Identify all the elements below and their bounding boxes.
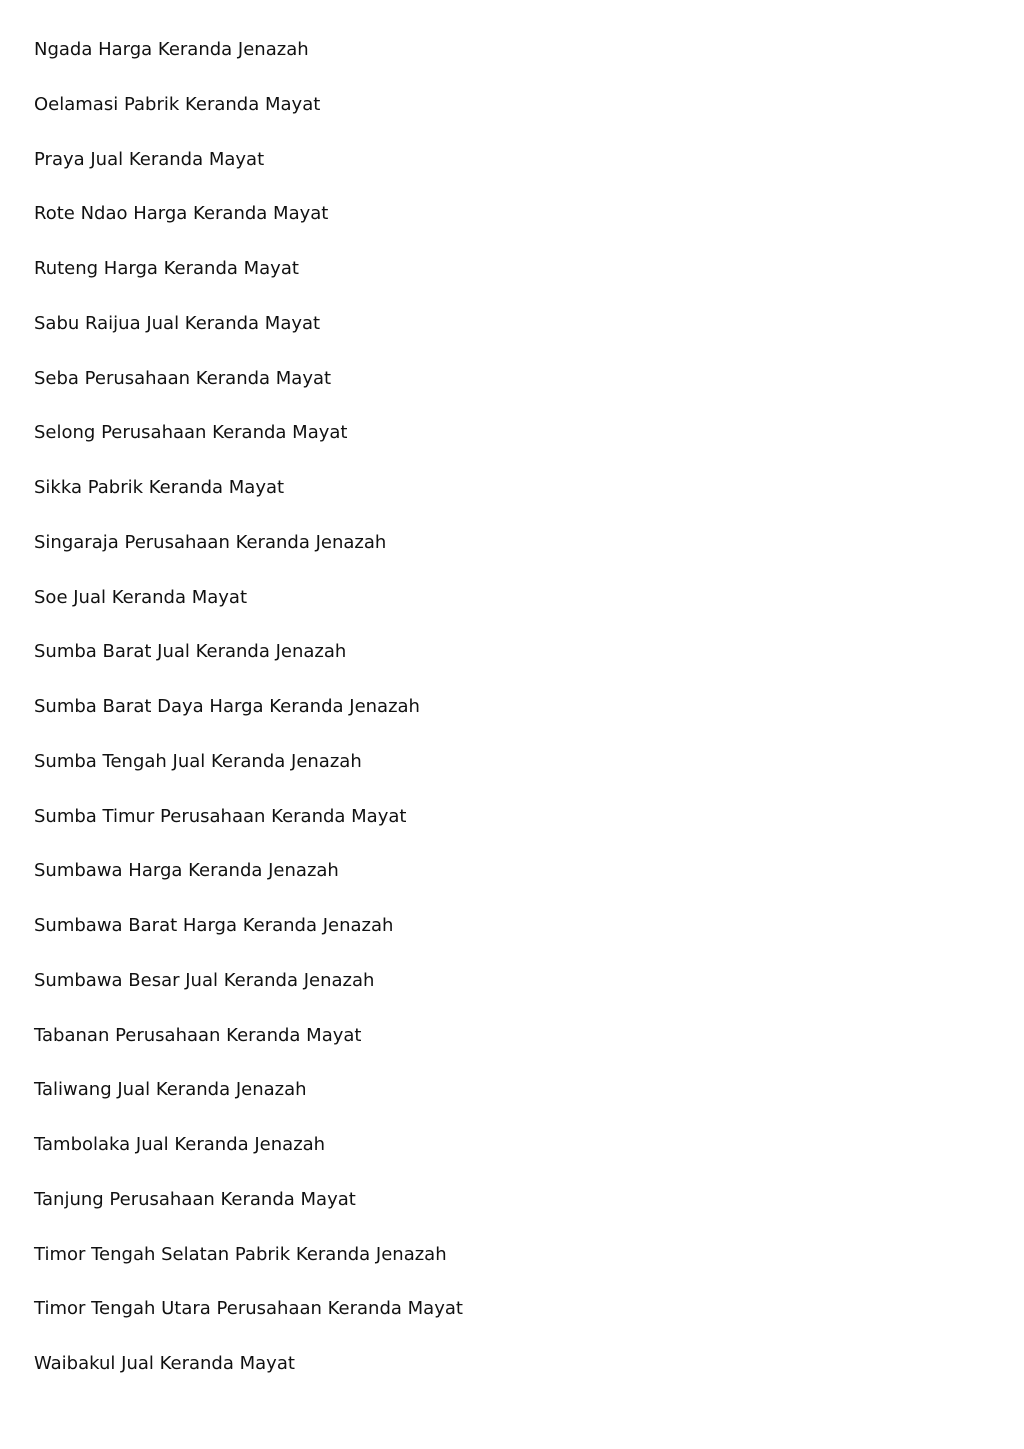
list-item: Sumbawa Barat Harga Keranda Jenazah [34, 915, 394, 936]
list-item: Sabu Raijua Jual Keranda Mayat [34, 312, 321, 334]
list-item: Timor Tengah Utara Perusahaan Keranda Mayat [34, 1298, 463, 1320]
list-item: Sumba Timur Perusahaan Keranda Mayat [34, 805, 407, 827]
list-item: Seba Perusahaan Keranda Mayat [34, 367, 332, 389]
list-item: Sumbawa Harga Keranda Jenazah [34, 860, 339, 882]
list-item: Praya Jual Keranda Mayat [34, 148, 265, 170]
list-item: Sumbawa Besar Jual Keranda Jenazah [34, 969, 375, 991]
list-item: Oelamasi Pabrik Keranda Mayat [34, 93, 321, 115]
list-item: Singaraja Perusahaan Keranda Jenazah [34, 531, 387, 553]
list-item: Tabanan Perusahaan Keranda Mayat [34, 1024, 362, 1046]
list-item: Sumba Barat Jual Keranda Jenazah [34, 641, 347, 663]
location-list [34, 36, 994, 1405]
list-item: Waibakul Jual Keranda Mayat [34, 1353, 295, 1374]
list-item: Sumba Barat Daya Harga Keranda Jenazah [34, 696, 420, 717]
list-item: Sikka Pabrik Keranda Mayat [34, 477, 285, 498]
document-body [34, 36, 994, 1405]
list-item: Sumba Tengah Jual Keranda Jenazah [34, 750, 362, 772]
list-item: Tambolaka Jual Keranda Jenazah [34, 1134, 326, 1155]
list-item: Ruteng Harga Keranda Mayat [34, 258, 299, 279]
list-item: Tanjung Perusahaan Keranda Mayat [34, 1188, 356, 1210]
list-item: Selong Perusahaan Keranda Mayat [34, 422, 348, 444]
list-item: Ngada Harga Keranda Jenazah [34, 39, 309, 60]
list-item: Timor Tengah Selatan Pabrik Keranda Jenazah [34, 1243, 447, 1265]
list-item: Rote Ndao Harga Keranda Mayat [34, 203, 329, 225]
list-item: Taliwang Jual Keranda Jenazah [34, 1079, 307, 1101]
list-item: Soe Jual Keranda Mayat [34, 586, 248, 608]
